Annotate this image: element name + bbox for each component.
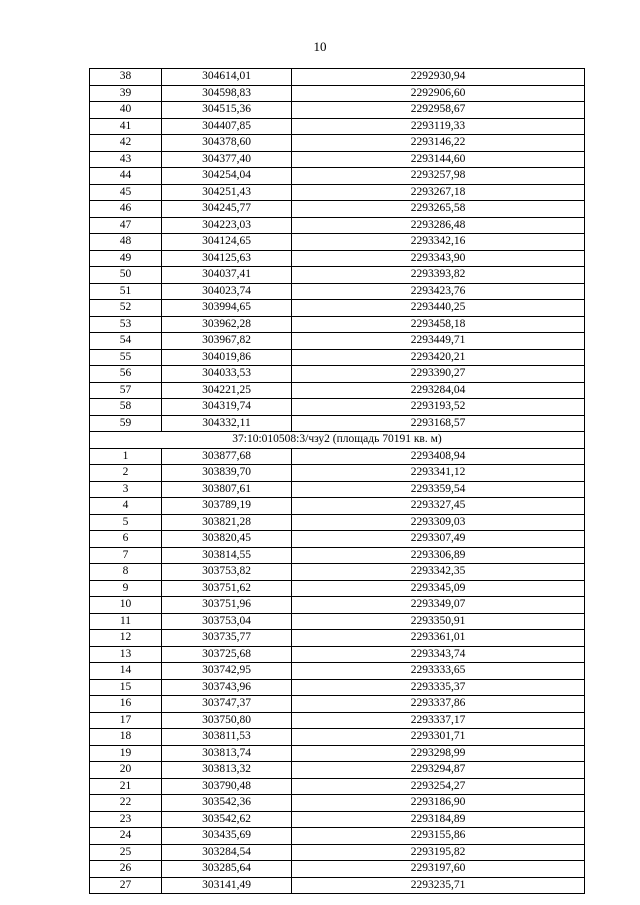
x-coordinate: 304377,40 xyxy=(162,151,292,168)
x-coordinate: 303877,68 xyxy=(162,448,292,465)
x-coordinate: 303962,28 xyxy=(162,316,292,333)
point-number: 10 xyxy=(90,597,162,614)
coordinates-table-body xyxy=(90,69,585,894)
point-number: 39 xyxy=(90,85,162,102)
x-coordinate: 303821,28 xyxy=(162,514,292,531)
y-coordinate: 2293144,60 xyxy=(292,151,585,168)
x-coordinate: 303790,48 xyxy=(162,778,292,795)
coordinates-table xyxy=(89,68,585,894)
table-row xyxy=(90,151,585,168)
x-coordinate: 303839,70 xyxy=(162,465,292,482)
y-coordinate: 2293254,27 xyxy=(292,778,585,795)
x-coordinate: 303141,49 xyxy=(162,877,292,894)
x-coordinate: 304037,41 xyxy=(162,267,292,284)
y-coordinate: 2293345,09 xyxy=(292,580,585,597)
table-row xyxy=(90,597,585,614)
table-row xyxy=(90,465,585,482)
x-coordinate: 303753,04 xyxy=(162,613,292,630)
point-number: 50 xyxy=(90,267,162,284)
point-number: 7 xyxy=(90,547,162,564)
table-row xyxy=(90,399,585,416)
y-coordinate: 2293361,01 xyxy=(292,630,585,647)
x-coordinate: 303789,19 xyxy=(162,498,292,515)
x-coordinate: 303813,32 xyxy=(162,762,292,779)
y-coordinate: 2293307,49 xyxy=(292,531,585,548)
point-number: 18 xyxy=(90,729,162,746)
point-number: 17 xyxy=(90,712,162,729)
y-coordinate: 2293168,57 xyxy=(292,415,585,432)
y-coordinate: 2293327,45 xyxy=(292,498,585,515)
y-coordinate: 2293306,89 xyxy=(292,547,585,564)
x-coordinate: 303750,80 xyxy=(162,712,292,729)
table-row xyxy=(90,85,585,102)
y-coordinate: 2293235,71 xyxy=(292,877,585,894)
table-row xyxy=(90,316,585,333)
y-coordinate: 2293342,35 xyxy=(292,564,585,581)
x-coordinate: 304254,04 xyxy=(162,168,292,185)
point-number: 56 xyxy=(90,366,162,383)
point-number: 53 xyxy=(90,316,162,333)
table-row xyxy=(90,696,585,713)
x-coordinate: 303284,54 xyxy=(162,844,292,861)
y-coordinate: 2293349,07 xyxy=(292,597,585,614)
point-number: 46 xyxy=(90,201,162,218)
y-coordinate: 2293195,82 xyxy=(292,844,585,861)
table-row xyxy=(90,415,585,432)
table-row xyxy=(90,333,585,350)
point-number: 20 xyxy=(90,762,162,779)
table-row xyxy=(90,514,585,531)
table-row xyxy=(90,448,585,465)
point-number: 27 xyxy=(90,877,162,894)
y-coordinate: 2293186,90 xyxy=(292,795,585,812)
y-coordinate: 2293390,27 xyxy=(292,366,585,383)
table-row xyxy=(90,811,585,828)
table-row xyxy=(90,646,585,663)
page-number: 10 xyxy=(313,39,327,54)
y-coordinate: 2293359,54 xyxy=(292,481,585,498)
table-row xyxy=(90,349,585,366)
table-row xyxy=(90,564,585,581)
table-row xyxy=(90,498,585,515)
x-coordinate: 303743,96 xyxy=(162,679,292,696)
x-coordinate: 304598,83 xyxy=(162,85,292,102)
table-row xyxy=(90,877,585,894)
x-coordinate: 304319,74 xyxy=(162,399,292,416)
x-coordinate: 303751,62 xyxy=(162,580,292,597)
table-row xyxy=(90,118,585,135)
table-row xyxy=(90,234,585,251)
point-number: 11 xyxy=(90,613,162,630)
point-number: 25 xyxy=(90,844,162,861)
x-coordinate: 304033,53 xyxy=(162,366,292,383)
point-number: 41 xyxy=(90,118,162,135)
y-coordinate: 2293119,33 xyxy=(292,118,585,135)
point-number: 55 xyxy=(90,349,162,366)
table-row xyxy=(90,283,585,300)
point-number: 57 xyxy=(90,382,162,399)
table-row xyxy=(90,762,585,779)
point-number: 22 xyxy=(90,795,162,812)
table-row xyxy=(90,679,585,696)
x-coordinate: 303807,61 xyxy=(162,481,292,498)
y-coordinate: 2293284,04 xyxy=(292,382,585,399)
x-coordinate: 303811,53 xyxy=(162,729,292,746)
point-number: 14 xyxy=(90,663,162,680)
x-coordinate: 303813,74 xyxy=(162,745,292,762)
table-row xyxy=(90,201,585,218)
y-coordinate: 2293257,98 xyxy=(292,168,585,185)
table-row xyxy=(90,630,585,647)
point-number: 44 xyxy=(90,168,162,185)
point-number: 51 xyxy=(90,283,162,300)
point-number: 15 xyxy=(90,679,162,696)
table-row xyxy=(90,580,585,597)
point-number: 59 xyxy=(90,415,162,432)
point-number: 16 xyxy=(90,696,162,713)
point-number: 38 xyxy=(90,69,162,86)
y-coordinate: 2292930,94 xyxy=(292,69,585,86)
x-coordinate: 304019,86 xyxy=(162,349,292,366)
y-coordinate: 2293420,21 xyxy=(292,349,585,366)
table-row xyxy=(90,745,585,762)
y-coordinate: 2293184,89 xyxy=(292,811,585,828)
table-row xyxy=(90,547,585,564)
y-coordinate: 2293343,90 xyxy=(292,250,585,267)
table-row xyxy=(90,531,585,548)
point-number: 54 xyxy=(90,333,162,350)
point-number: 45 xyxy=(90,184,162,201)
table-row xyxy=(90,267,585,284)
point-number: 9 xyxy=(90,580,162,597)
table-row xyxy=(90,168,585,185)
table-row xyxy=(90,250,585,267)
y-coordinate: 2293197,60 xyxy=(292,861,585,878)
x-coordinate: 303967,82 xyxy=(162,333,292,350)
y-coordinate: 2293408,94 xyxy=(292,448,585,465)
table-row xyxy=(90,613,585,630)
table-row xyxy=(90,135,585,152)
x-coordinate: 303435,69 xyxy=(162,828,292,845)
point-number: 43 xyxy=(90,151,162,168)
y-coordinate: 2293337,17 xyxy=(292,712,585,729)
y-coordinate: 2293267,18 xyxy=(292,184,585,201)
table-row xyxy=(90,300,585,317)
x-coordinate: 303994,65 xyxy=(162,300,292,317)
section-row xyxy=(90,432,585,449)
point-number: 40 xyxy=(90,102,162,119)
table-row xyxy=(90,481,585,498)
point-number: 5 xyxy=(90,514,162,531)
y-coordinate: 2293342,16 xyxy=(292,234,585,251)
point-number: 4 xyxy=(90,498,162,515)
x-coordinate: 304221,25 xyxy=(162,382,292,399)
table-row xyxy=(90,795,585,812)
y-coordinate: 2293341,12 xyxy=(292,465,585,482)
y-coordinate: 2293335,37 xyxy=(292,679,585,696)
x-coordinate: 304251,43 xyxy=(162,184,292,201)
point-number: 21 xyxy=(90,778,162,795)
x-coordinate: 303820,45 xyxy=(162,531,292,548)
y-coordinate: 2293333,65 xyxy=(292,663,585,680)
table-row xyxy=(90,861,585,878)
point-number: 19 xyxy=(90,745,162,762)
y-coordinate: 2292906,60 xyxy=(292,85,585,102)
y-coordinate: 2293155,86 xyxy=(292,828,585,845)
y-coordinate: 2293343,74 xyxy=(292,646,585,663)
x-coordinate: 304515,36 xyxy=(162,102,292,119)
point-number: 47 xyxy=(90,217,162,234)
point-number: 58 xyxy=(90,399,162,416)
x-coordinate: 304378,60 xyxy=(162,135,292,152)
table-row xyxy=(90,102,585,119)
table-row xyxy=(90,366,585,383)
point-number: 42 xyxy=(90,135,162,152)
table-row xyxy=(90,729,585,746)
x-coordinate: 303285,64 xyxy=(162,861,292,878)
table-row xyxy=(90,382,585,399)
point-number: 48 xyxy=(90,234,162,251)
point-number: 2 xyxy=(90,465,162,482)
x-coordinate: 304125,63 xyxy=(162,250,292,267)
x-coordinate: 304023,74 xyxy=(162,283,292,300)
y-coordinate: 2293309,03 xyxy=(292,514,585,531)
table-row xyxy=(90,217,585,234)
point-number: 23 xyxy=(90,811,162,828)
point-number: 52 xyxy=(90,300,162,317)
x-coordinate: 303747,37 xyxy=(162,696,292,713)
x-coordinate: 304407,85 xyxy=(162,118,292,135)
y-coordinate: 2293294,87 xyxy=(292,762,585,779)
x-coordinate: 303742,95 xyxy=(162,663,292,680)
table-row xyxy=(90,828,585,845)
y-coordinate: 2293393,82 xyxy=(292,267,585,284)
x-coordinate: 303735,77 xyxy=(162,630,292,647)
y-coordinate: 2293298,99 xyxy=(292,745,585,762)
x-coordinate: 304124,65 xyxy=(162,234,292,251)
table-row xyxy=(90,184,585,201)
x-coordinate: 303814,55 xyxy=(162,547,292,564)
y-coordinate: 2293301,71 xyxy=(292,729,585,746)
point-number: 26 xyxy=(90,861,162,878)
y-coordinate: 2293337,86 xyxy=(292,696,585,713)
table-row xyxy=(90,844,585,861)
point-number: 3 xyxy=(90,481,162,498)
table-row xyxy=(90,778,585,795)
point-number: 49 xyxy=(90,250,162,267)
y-coordinate: 2292958,67 xyxy=(292,102,585,119)
y-coordinate: 2293193,52 xyxy=(292,399,585,416)
table-row xyxy=(90,69,585,86)
point-number: 24 xyxy=(90,828,162,845)
y-coordinate: 2293146,22 xyxy=(292,135,585,152)
y-coordinate: 2293449,71 xyxy=(292,333,585,350)
x-coordinate: 303751,96 xyxy=(162,597,292,614)
point-number: 13 xyxy=(90,646,162,663)
x-coordinate: 304614,01 xyxy=(162,69,292,86)
x-coordinate: 303725,68 xyxy=(162,646,292,663)
point-number: 6 xyxy=(90,531,162,548)
point-number: 1 xyxy=(90,448,162,465)
y-coordinate: 2293350,91 xyxy=(292,613,585,630)
x-coordinate: 304223,03 xyxy=(162,217,292,234)
y-coordinate: 2293458,18 xyxy=(292,316,585,333)
x-coordinate: 303753,82 xyxy=(162,564,292,581)
point-number: 12 xyxy=(90,630,162,647)
y-coordinate: 2293286,48 xyxy=(292,217,585,234)
x-coordinate: 304332,11 xyxy=(162,415,292,432)
y-coordinate: 2293423,76 xyxy=(292,283,585,300)
section-title: 37:10:010508:3/чзу2 (площадь 70191 кв. м) xyxy=(90,432,585,449)
x-coordinate: 304245,77 xyxy=(162,201,292,218)
y-coordinate: 2293440,25 xyxy=(292,300,585,317)
point-number: 8 xyxy=(90,564,162,581)
x-coordinate: 303542,62 xyxy=(162,811,292,828)
x-coordinate: 303542,36 xyxy=(162,795,292,812)
y-coordinate: 2293265,58 xyxy=(292,201,585,218)
table-row xyxy=(90,663,585,680)
table-row xyxy=(90,712,585,729)
